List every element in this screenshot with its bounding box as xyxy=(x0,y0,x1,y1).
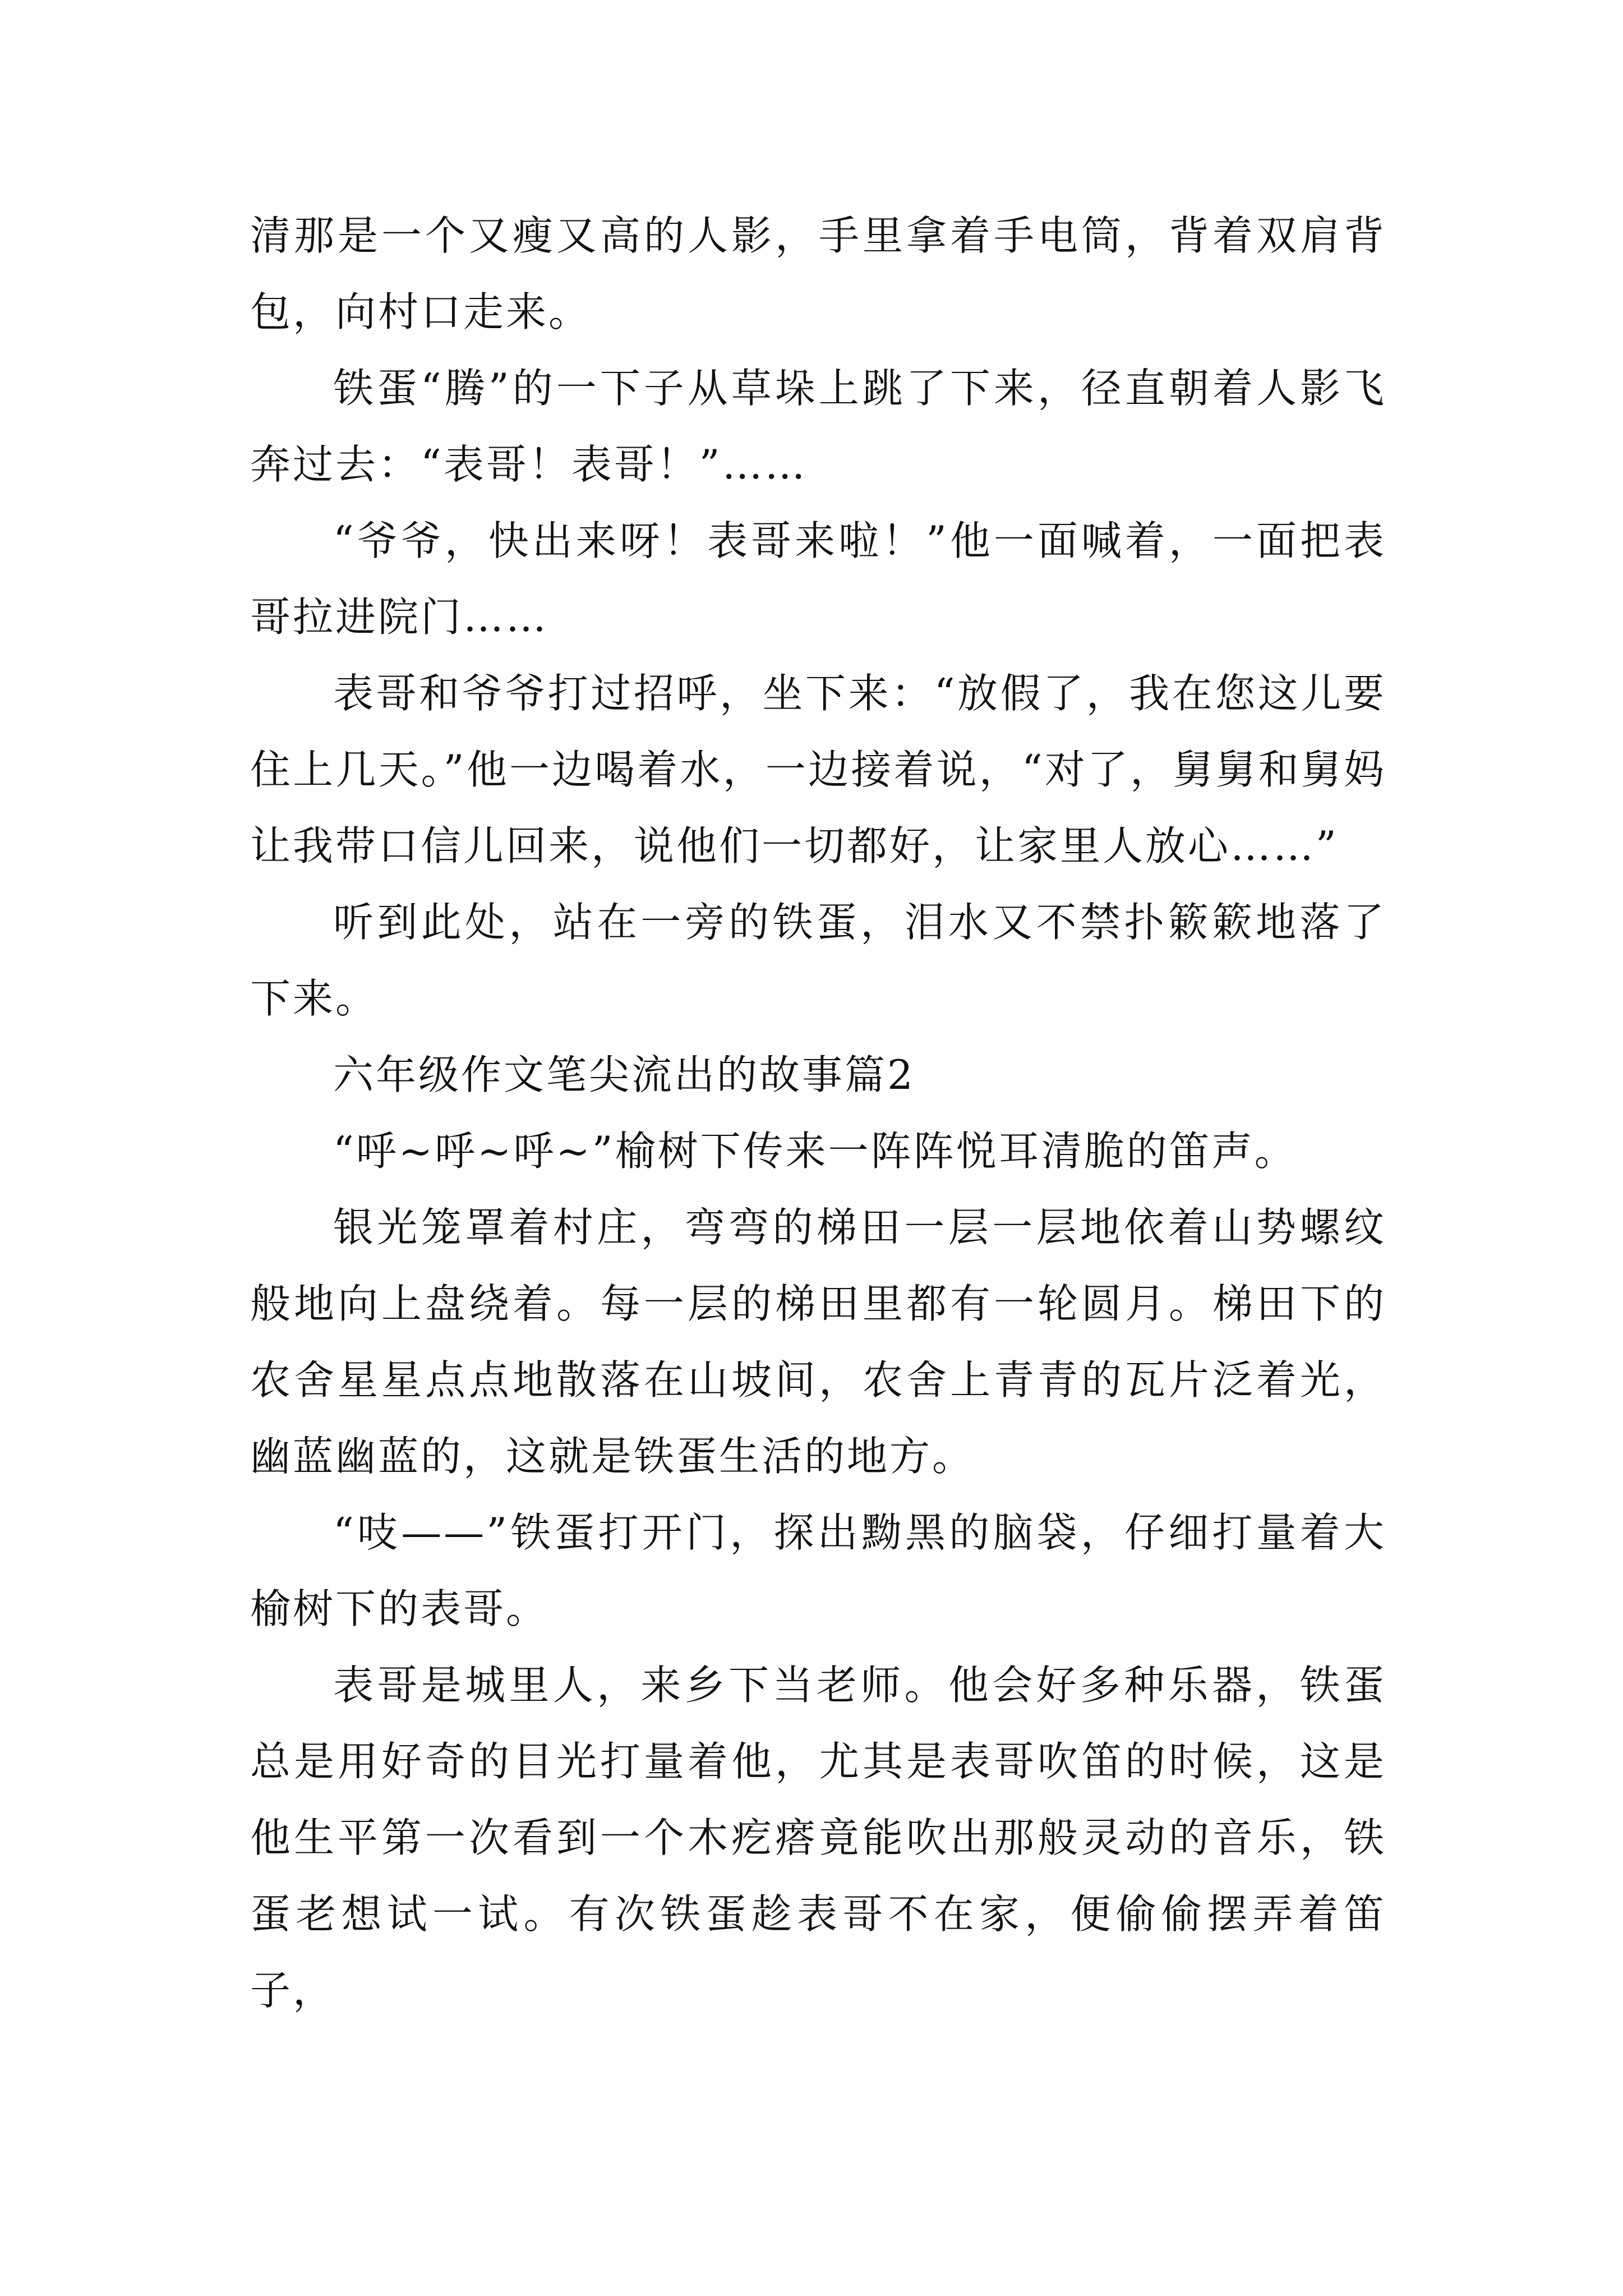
paragraph-9: “吱——”铁蛋打开门，探出黝黑的脑袋，仔细打量着大榆树下的表哥。 xyxy=(250,1509,1386,1632)
paragraph-1: 清那是一个又瘦又高的人影，手里拿着手电筒，背着双肩背包，向村口走来。 xyxy=(250,212,1386,335)
paragraph-10: 表哥是城里人，来乡下当老师。他会好多种乐器，铁蛋总是用好奇的目光打量着他，尤其是表哥吹笛的时候，这是他生平第一次看到一个木疙瘩竟能吹出那般灵动的音乐，铁蛋老想试一试。有次铁蛋趁表哥不在家，便偷偷摆弄着笛子， xyxy=(250,1662,1386,2014)
paragraph-8: 银光笼罩着村庄，弯弯的梯田一层一层地依着山势螺纹般地向上盘绕着。每一层的梯田里都有一轮圆月。梯田下的农舍星星点点地散落在山坡间，农舍上青青的瓦片泛着光，幽蓝幽蓝的，这就是铁蛋生活的地方。 xyxy=(250,1204,1386,1480)
section-heading: 六年级作文笔尖流出的故事篇2 xyxy=(333,1051,915,1098)
paragraph-2: 铁蛋“腾”的一下子从草垛上跳了下来，径直朝着人影飞奔过去：“表哥！表哥！”…… xyxy=(250,365,1386,488)
paragraph-7: “呼~呼~呼~”榆树下传来一阵阵悦耳清脆的笛声。 xyxy=(333,1128,1297,1175)
paragraph-5: 听到此处，站在一旁的铁蛋，泪水又不禁扑簌簌地落了下来。 xyxy=(250,899,1386,1022)
document-body xyxy=(250,197,1386,2028)
paragraph-4: 表哥和爷爷打过招呼，坐下来：“放假了，我在您这儿要住上几天。”他一边喝着水，一边接着说，“对了，舅舅和舅妈让我带口信儿回来，说他们一切都好，让家里人放心……” xyxy=(250,670,1386,869)
paragraph-3: “爷爷，快出来呀！表哥来啦！”他一面喊着，一面把表哥拉进院门…… xyxy=(250,517,1386,641)
